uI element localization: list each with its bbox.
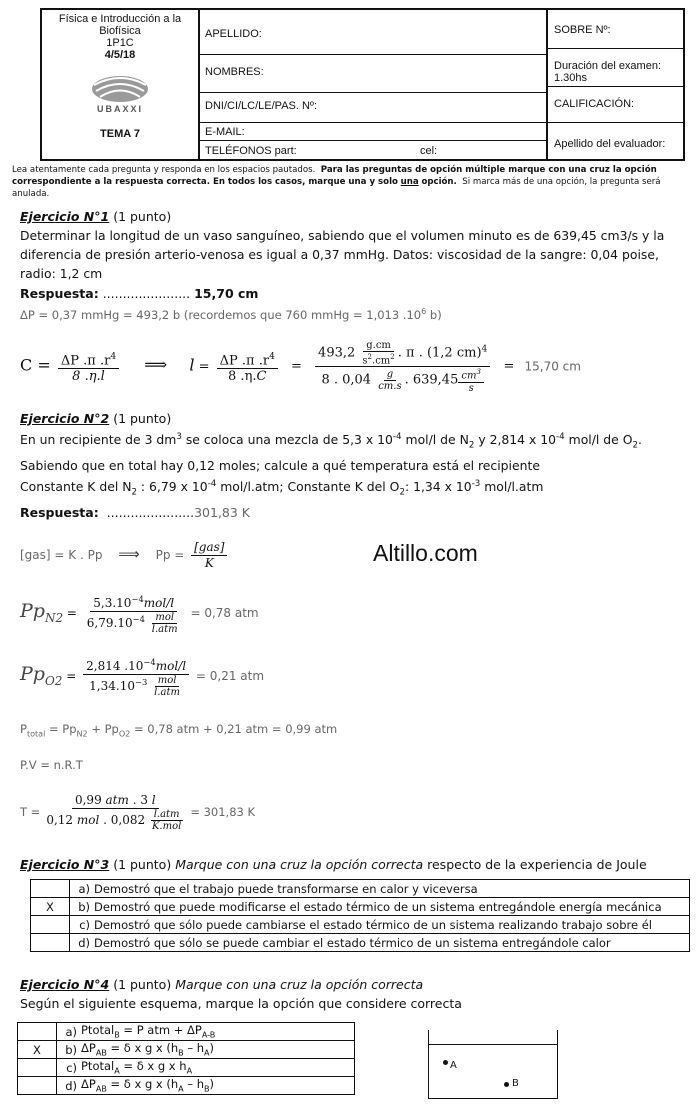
ex1-dp-exp: 6 (421, 307, 427, 316)
ex2-heading (20, 409, 685, 428)
instructions-part4: Si marca más de una opción, la pregunta será anulada. (12, 177, 661, 199)
instructions-part1: Lea atentamente cada pregunta y responda en los espacios pautados. (12, 165, 316, 175)
ex3-letter-b: b) (70, 898, 93, 916)
watermark: Altillo.com (373, 540, 478, 566)
point-a-dot (443, 1060, 448, 1065)
ex4-mark-a[interactable] (18, 1023, 57, 1041)
ex3-option-b: Demostró que puede modificarse el estado térmico de un sistema entregándole energía mecánica (92, 898, 690, 916)
ex2-points: (1 punto) (113, 411, 172, 426)
ex3-option-d: Demostró que sólo se puede cambiar el estado térmico de un sistema entregándole calor (92, 934, 690, 952)
ex3-letter-c: c) (70, 916, 93, 934)
liquid-surface-line (429, 1044, 557, 1045)
instructions-part2: Para las preguntas de opción múltiple marque con una cruz la opción correspondiente a la respuesta correcta. En todos los casos, marque una y solo (12, 165, 657, 187)
ex4-options-table (17, 1022, 355, 1095)
ex1-dp-line (20, 302, 685, 325)
ex3-title: Ejercicio N°3 (20, 857, 110, 872)
ex1-result: 15,70 cm (524, 359, 581, 374)
telefonos-label: TELÉFONOS part: (205, 145, 297, 157)
dni-field: DNI/CI/LC/LE/PAS. Nº: (205, 100, 318, 112)
instructions-part3: opción. (421, 177, 457, 187)
ex4-mark-b[interactable]: X (18, 1041, 57, 1059)
ex4-letter-d: d) (57, 1077, 80, 1095)
ex1-dp-end: b) (426, 307, 442, 322)
ex1-answer (20, 284, 685, 303)
ex4-letter-c: c) (57, 1059, 80, 1077)
table-row (31, 898, 690, 916)
table-row (18, 1059, 355, 1077)
ex4-text: Según el siguiente esquema, marque la opción que considere correcta (20, 996, 462, 1011)
table-row (31, 916, 690, 934)
instructions-una: una (400, 177, 419, 187)
ex1-dp-text: ΔP = 0,37 mmHg = 493,2 b (recordemos que 760 mmHg = 1,013 .10 (20, 307, 422, 322)
ex4-option-b: $\Delta P_{AB} = \delta$ x g x $(h_B - h_A)$ (79, 1041, 355, 1059)
ex3-mark-d[interactable] (31, 934, 70, 952)
email-field: E-MAIL: (205, 126, 245, 138)
ex3-mark-a[interactable] (31, 880, 70, 898)
ex2-pn2-formula: $Pp_{N2}$ = $5,3.10^{-4}mol/l$ $6,79.10^{-4}$ mol l.atm = 0,78 atm (20, 594, 259, 635)
ex4-mark-c[interactable] (18, 1059, 57, 1077)
ex2-henry-formula: [gas] = K . Pp ⟹ Pp = [gas] K (20, 540, 230, 571)
ex3-option-c: Demostró que sólo puede cambiarse el estado térmico de un sistema realizando trabajo sobre él (92, 916, 690, 934)
ex3-letter-a: a) (70, 880, 93, 898)
liquid-container-diagram (428, 1030, 558, 1099)
nombres-field: NOMBRES: (205, 66, 264, 78)
ex3-mark-b[interactable]: X (31, 898, 70, 916)
ex4-letter-a: a) (57, 1023, 80, 1041)
ex2-pn2-result: = 0,78 atm (190, 606, 259, 620)
ex4-option-c: Ptotal$_A$ = δ x g x $h_A$ (79, 1059, 355, 1077)
ex2-title: Ejercicio N°2 (20, 411, 110, 426)
ex4-mark-d[interactable] (18, 1077, 57, 1095)
ex3-option-a: Demostró que el trabajo puede transformarse en calor y viceversa (92, 880, 690, 898)
ex2-po2-formula: $Pp_{O2}$ = 2,814 $.10^{-4}mol/l$ $1,34.10^{-3}$ mol l.atm = 0,21 atm (20, 657, 265, 698)
ex4-prompt: Marque con una cruz la opción correcta (175, 977, 424, 992)
ex2-resp-label: Respuesta: (20, 505, 99, 520)
ex2-pvnrt: P.V = n.R.T (20, 758, 83, 772)
evaluador-field: Apellido del evaluador: (554, 138, 666, 150)
table-row (18, 1023, 355, 1041)
ex2-resp-value: 301,83 K (194, 505, 251, 520)
ubaxxi-logo-icon (90, 67, 150, 103)
point-a-label: A (450, 1060, 457, 1071)
ex4-option-a: Ptotal$_B$ = P atm + $\Delta P_{A-B}$ (79, 1023, 355, 1041)
course-code: 1P1C (106, 37, 134, 49)
ex1-resp-label: Respuesta: (20, 286, 99, 301)
ex1-title: Ejercicio N°1 (20, 209, 110, 224)
telefonos-field (200, 145, 546, 157)
ex4-title: Ejercicio N°4 (20, 977, 110, 992)
ex1-points: (1 punto) (113, 209, 172, 224)
duracion-field: Duración del examen: 1.30hs (554, 60, 662, 84)
exam-header-table (40, 8, 685, 161)
ex4-heading (20, 975, 685, 994)
course-name: Física e Introducción a la Biofísica (58, 13, 182, 37)
ex2-ptotal-text: = Pp (49, 722, 77, 736)
ex3-points: (1 punto) (113, 857, 172, 872)
ex3-rest: respecto de la experiencia de Joule (423, 857, 647, 872)
apellido-field: APELLIDO: (205, 28, 262, 40)
ex2-answer (20, 503, 685, 522)
calificacion-field: CALIFICACIÓN: (554, 98, 635, 110)
ex3-heading (20, 855, 685, 874)
ex4-points: (1 punto) (113, 977, 172, 992)
ex2-ptotal-rest: = 0,78 atm + 0,21 atm = 0,99 atm (130, 722, 338, 736)
ex3-letter-d: d) (70, 934, 93, 952)
course-cell (42, 10, 200, 159)
table-row (31, 934, 690, 952)
logo-text: UBAXXI (96, 104, 143, 114)
ex1-text: Determinar la longitud de un vaso sanguíneo, sabiendo que el volumen minuto es de 639,45 cm3/s y la diferencia de presión arterio-venosa es igual a 0,37 mmHg. Datos: viscosidad de la sangre: 0,04 poise, radio: 1,2 cm (20, 228, 665, 281)
ex4-option-d: $\Delta P_{AB} = \delta$ x g x $(h_A - h_B)$ (79, 1077, 355, 1095)
ex2-po2-result: = 0,21 atm (195, 669, 265, 683)
ex2-text: En un recipiente de 3 $dm^3$ se coloca una mezcla de 5,3 x $10^{-4}$ mol/l de $N_2$ y 2,814 x $10^{-4}$ mol/l de $O_2$. Sabiendo que en total hay 0,12 moles; calcule a qué temperatura está el recipiente Constante K del $N_2$ : 6,79 x $10^{-4}$ mol/l.atm; Constante K del $O_2$: 1,34 x $10^{-3}$ mol/l.atm (20, 432, 642, 498)
cel-label: cel: (420, 145, 438, 157)
table-row (18, 1077, 355, 1095)
ex3-options-table (30, 879, 690, 952)
ex2-t-result: = 301,83 K (190, 805, 256, 819)
ex1-resp-dots: ...................... (102, 286, 191, 301)
tema-label: TEMA 7 (100, 128, 140, 140)
right-cells (546, 10, 685, 159)
ex2-ptotal: $P_{total} = Pp_{N2} + Pp_{O2} = 0,78$ atm + 0,21 atm = 0,99 atm (20, 722, 338, 739)
ex3-mark-c[interactable] (31, 916, 70, 934)
ex1-heading (20, 207, 685, 226)
point-b-dot (504, 1082, 509, 1087)
table-row (18, 1041, 355, 1059)
sobre-field: SOBRE Nº: (554, 24, 611, 36)
ex3-prompt: Marque con una cruz la opción correcta (175, 857, 424, 872)
ex2-resp-dots: ...................... (106, 505, 195, 520)
point-b-label: B (512, 1078, 519, 1089)
ex2-t-formula: T = 0,99 atm . 3 l 0,12 mol . 0,082 l.atm K.mol = 301,83 K (20, 793, 256, 832)
ex1-resp-value: 15,70 cm (194, 286, 259, 301)
ex1-formula: C = $\frac{\Delta P .\pi .r^4}{8 .\eta.l}$ ⟹ l = $\frac{\Delta P .\pi .r^4}{8 .\eta.C}$ = 493,2 $\frac{g.cm}{s^2.cm^2}$ . π . (1,2 cm)$^4$ 8 . 0,04 $\frac{g}{cm.s}$ . 639,45 $\frac{cm^3}{s}$ = 15,70 cm (20, 340, 581, 394)
instructions (12, 164, 692, 200)
exam-date: 4/5/18 (104, 49, 136, 61)
ex4-letter-b: b) (57, 1041, 80, 1059)
table-row (31, 880, 690, 898)
